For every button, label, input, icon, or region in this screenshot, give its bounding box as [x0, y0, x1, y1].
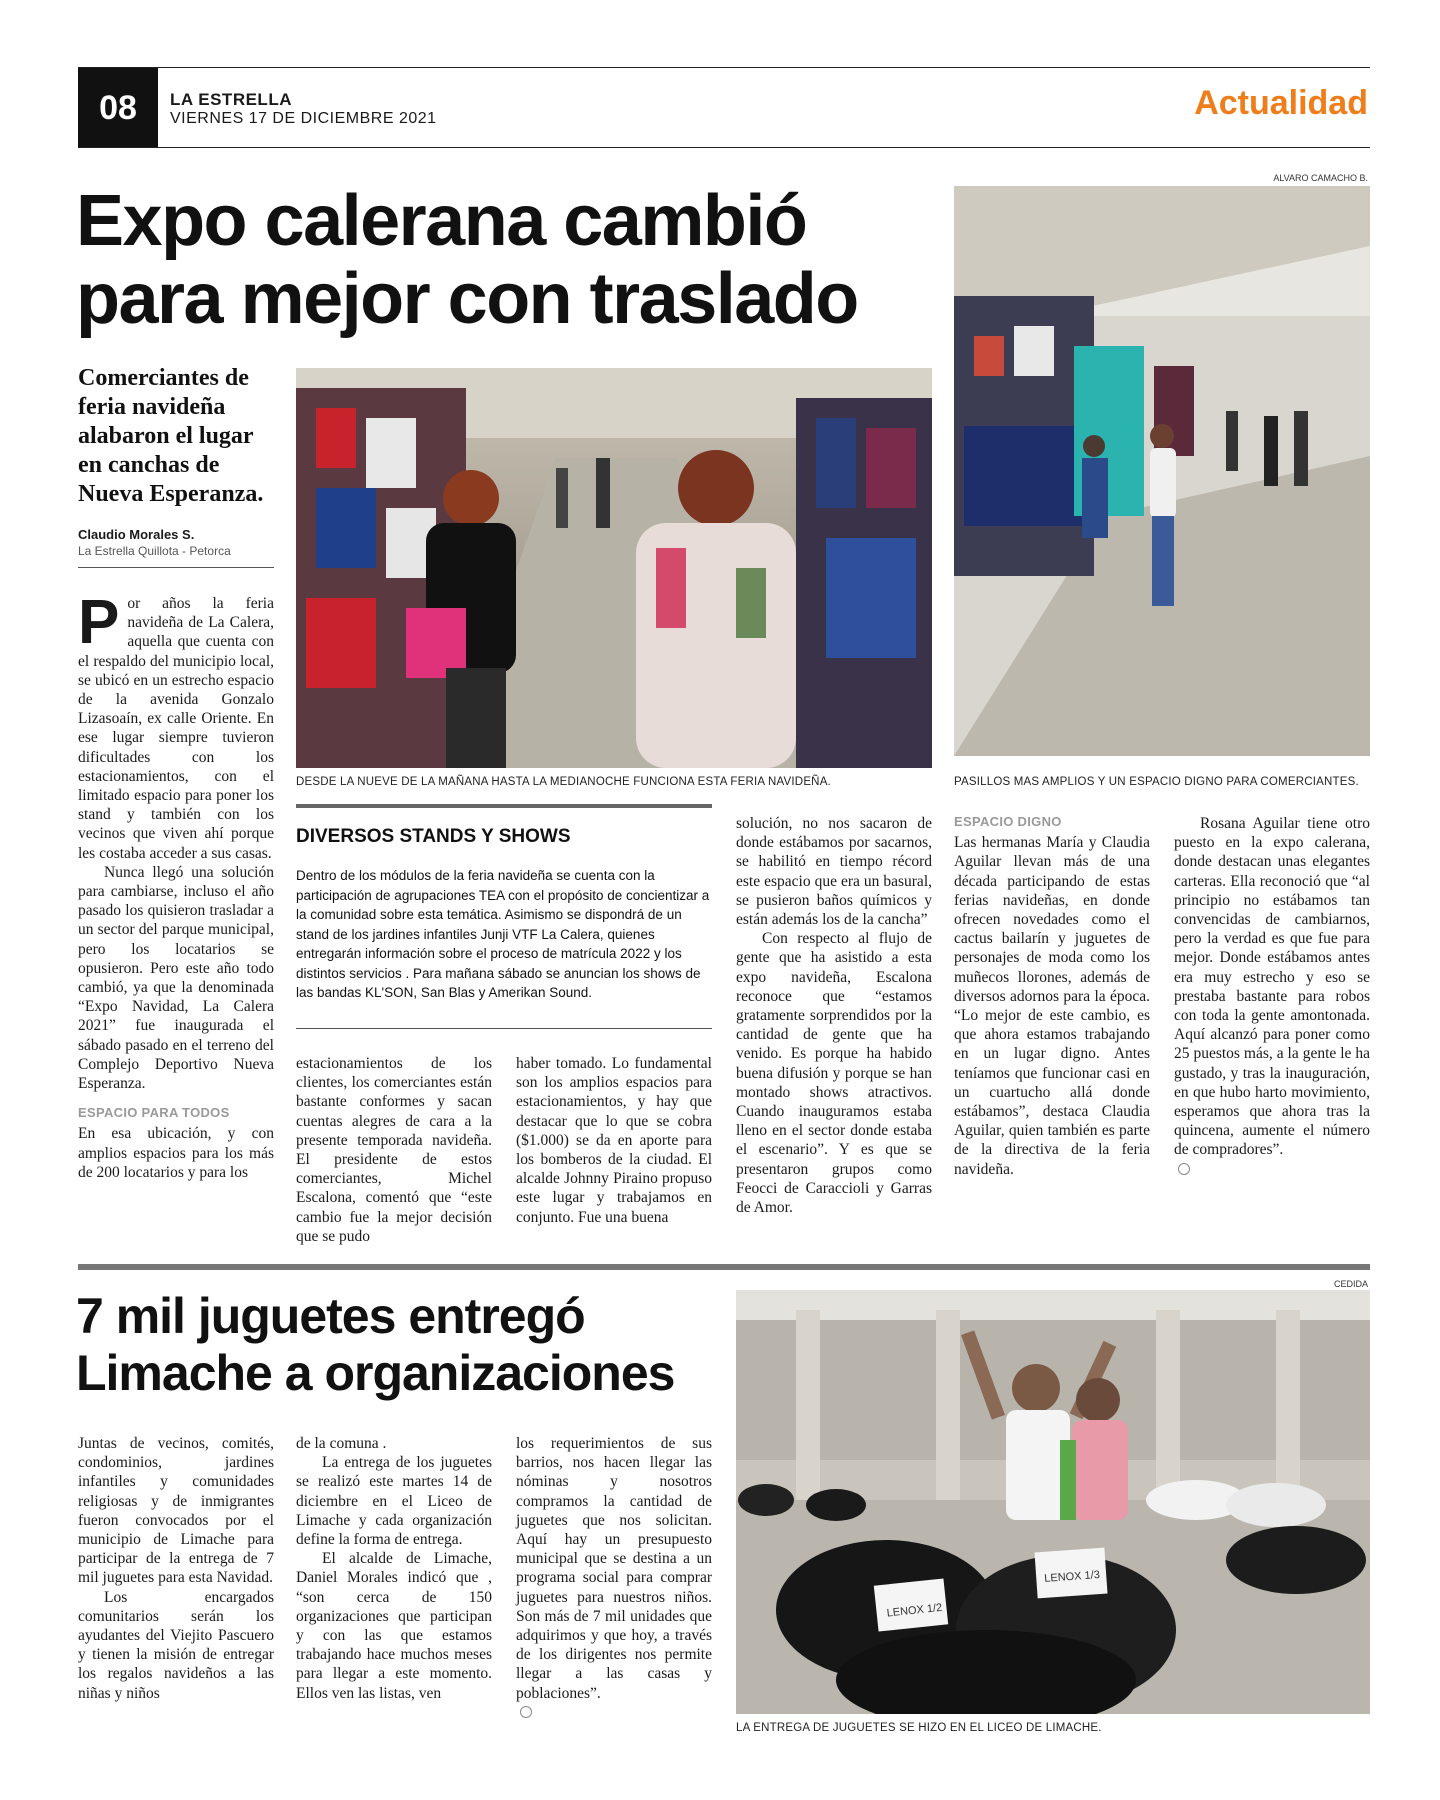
box-bottom-rule [296, 1028, 712, 1029]
article1-paragraph: haber tomado. Lo fundamental son los amplios espacios para estacionamientos, y hay que destacar que lo que se cobra ($1.000) se da en aporte para los bomberos de la ciudad. El alcalde Johnny Piraino propuso este lugar y trabajamos en conjunto. Fue una buena [516, 1055, 712, 1226]
feria-side-photo-graphic [954, 186, 1370, 756]
feria-main-photo [296, 368, 932, 768]
article1-column-2 [296, 1054, 492, 1246]
article2-headline-line2: Limache a organizaciones [76, 1345, 675, 1401]
article2-column-3 [516, 1434, 712, 1722]
byline-rule [78, 567, 274, 568]
side-photo-caption: PASILLOS MAS AMPLIOS Y UN ESPACIO DIGNO PARA COMERCIANTES. [954, 776, 1359, 788]
section-label: Actualidad [1194, 84, 1368, 122]
article2-paragraph: La entrega de los juguetes se realizó este martes 14 de diciembre en el Liceo de Limache y cada organización define la forma de entrega. [296, 1454, 492, 1549]
box-title: DIVERSOS STANDS Y SHOWS [296, 826, 571, 847]
header-bottom-rule [78, 147, 1370, 148]
article2-column-1 [78, 1434, 274, 1703]
main-photo-caption: DESDE LA NUEVE DE LA MAÑANA HASTA LA MEDIANOCHE FUNCIONA ESTA FERIA NAVIDEÑA. [296, 776, 831, 788]
article1-column-3 [516, 1054, 712, 1227]
header-top-rule [78, 67, 1370, 68]
bag-label-2: LENOX 1/3 [1043, 1569, 1101, 1585]
article1-author-outlet: La Estrella Quillota - Petorca [78, 544, 231, 558]
article1-headline-line1: Expo calerana cambió [76, 181, 807, 261]
subhead-espacio-digno: ESPACIO DIGNO [954, 814, 1062, 829]
article1-headline [76, 183, 858, 339]
article-separator [78, 1264, 1370, 1270]
article2-photo-caption: LA ENTREGA DE JUGUETES SE HIZO EN EL LICEO DE LIMACHE. [736, 1722, 1102, 1734]
photo-credit: ALVARO CAMACHO B. [1273, 173, 1368, 183]
article1-deck: Comerciantes de feria navideña alabaron el lugar en canchas de Nueva Esperanza. [78, 365, 264, 507]
article2-paragraph: Los encargados comunitarios serán los ayudantes del Viejito Pascuero y tienen la misión de entregar los regalos navideños a las niñas y niños [78, 1588, 274, 1702]
end-mark-icon [520, 1706, 532, 1718]
toys-delivery-photo [736, 1290, 1370, 1714]
box-top-rule [296, 804, 712, 808]
article1-paragraph: En esa ubicación, y con amplios espacios para los más de 200 locatarios y para los [78, 1125, 274, 1181]
page-number: 08 [78, 68, 158, 148]
feria-main-photo-graphic [296, 368, 932, 768]
article1-paragraph: Con respecto al flujo de gente que ha asistido a esta expo navideña, Escalona reconoce que “estamos gratamente sorprendidos por la cantidad de gente que ha venido. Es porque ha habido buena difusión y porque se han montado shows atractivos. Cuando inauguramos estaba lleno en el sector donde estaba el escenario”. Y es que se presentaron grupos como Feocci de Caraccioli y Garras de Amor. [736, 930, 932, 1217]
article1-headline-line2: para mejor con traslado [76, 258, 858, 339]
end-mark-icon [1178, 1163, 1190, 1175]
article2-column-2 [296, 1434, 492, 1703]
article2-headline [76, 1288, 674, 1402]
article1-column-1 [78, 588, 274, 1182]
box-text: Dentro de los módulos de la feria navideña se cuenta con la participación de agrupaciones TEA con el propósito de concientizar a la comunidad sobre esta temática. Asimismo se dispondrá de un stand de los jardines infantiles Junji VTF La Calera, quienes entregarán información sobre el proceso de matrícula 2022 y los distintos servicios . Para mañana sábado se anuncian los shows de las bandas KL'SON, San Blas y Amerikan Sound. [296, 868, 710, 1000]
article1-paragraph: Las hermanas María y Claudia Aguilar llevan más de una década participando de estas ferias navideñas, en donde ofrecen novedades como el cactus bailarín y juguetes de personajes de moda como los muñecos llorones, además de diversos adornos para la época. “Lo mejor de este cambio, es que ahora estamos trabajando en un lugar digno. Antes teníamos que funcionar casi en un cuartucho allá donde estábamos”, destaca Claudia Aguilar, quien también es parte de la directiva de la feria navideña. [954, 834, 1150, 1178]
article2-paragraph: los requerimientos de sus barrios, nos hacen llegar las nóminas y nosotros compramos la cantidad de juguetes que nos solicitan. Aquí hay un presupuesto municipal que se destina a un programa social para comprar juguetes para nuestros niños. Son más de 7 mil unidades que adquirimos y que hoy, a través de los dirigentes nos permite llegar a las casas y poblaciones”. [516, 1435, 712, 1702]
issue-date: VIERNES 17 DE DICIEMBRE 2021 [170, 110, 437, 127]
toys-delivery-photo-graphic [736, 1290, 1370, 1714]
article1-column-5 [954, 806, 1150, 1179]
article1-column-6 [1174, 814, 1370, 1179]
article2-paragraph: Juntas de vecinos, comités, condominios, jardines infantiles y comunidades religiosas y de inmigrantes fueron convocados por el municipio de Limache para participar de la entrega de 7 mil juguetes para esta Navidad. [78, 1435, 274, 1587]
article1-paragraph: Nunca llegó una solución para cambiarse, incluso el año pasado los quisieron trasladar a un sector del parque municipal, pero los locatarios se opusieron. Pero este año todo cambió, ya que la denominada “Expo Navidad, La Calera 2021” fue inaugurada el sábado pasado en el terreno del Complejo Deportivo Nueva Esperanza. [78, 863, 274, 1093]
article2-headline-line1: 7 mil juguetes entregó [76, 1288, 585, 1344]
bag-label-1: LENOX 1/2 [886, 1601, 943, 1620]
article2-paragraph: El alcalde de Limache, Daniel Morales indicó que , “son cerca de 150 organizaciones que participan y con las que estamos trabajando hace muchos meses para llegar a este momento. Ellos ven las listas, ven [296, 1550, 492, 1702]
article1-paragraph: Rosana Aguilar tiene otro puesto en la expo calerana, donde destacan unas elegantes carteras. Ella reconoció que “al principio no estábamos tan convencidas de cambiarnos, pero la verdad es que fue para mejor. Donde estábamos antes era muy estrecho y eso se prestaba bastante para robos con toda la gente amontonada. Aquí alcanzó para poner como 25 puestos más, a la gente le ha gustado, y tras la inauguración, en que hubo harto movimiento, esperamos que ahora tras la quincena, aumente el número de compradores”. [1174, 815, 1370, 1159]
article1-paragraph: or años la feria navideña de La Calera, aquella que cuenta con el respaldo del municipio local, se ubicó en un estrecho espacio de la avenida Gonzalo Lizasoaín, ex calle Oriente. En ese lugar siempre tuvieron dificultades con los estacionamientos, con el limitado espacio para poner los stand y también con los vecinos que viven ahí porque les costaba acceder a sus casas. [78, 595, 274, 862]
article1-paragraph: estacionamientos de los clientes, los comerciantes están bastante conformes y sacan cuentas alegres de cara a la presente temporada navideña. El presidente de estos comerciantes, Michel Escalona, comentó que “este cambio fue la mejor decisión que se pudo [296, 1055, 492, 1245]
subhead-espacio-para-todos: ESPACIO PARA TODOS [78, 1105, 230, 1121]
article2-paragraph: de la comuna . [296, 1435, 387, 1452]
article2-photo-credit: CEDIDA [1333, 1279, 1368, 1289]
feria-side-photo [954, 186, 1370, 756]
dropcap: P [78, 588, 120, 657]
paper-name: LA ESTRELLA [170, 90, 292, 109]
article1-author: Claudio Morales S. [78, 527, 195, 542]
article1-column-4 [736, 814, 932, 1217]
article1-paragraph: solución, no nos sacaron de donde estábamos por sacarnos, se habilitó en tiempo récord este espacio que era un basural, se pusieron baños químicos y están además los de la cancha” [736, 815, 932, 929]
